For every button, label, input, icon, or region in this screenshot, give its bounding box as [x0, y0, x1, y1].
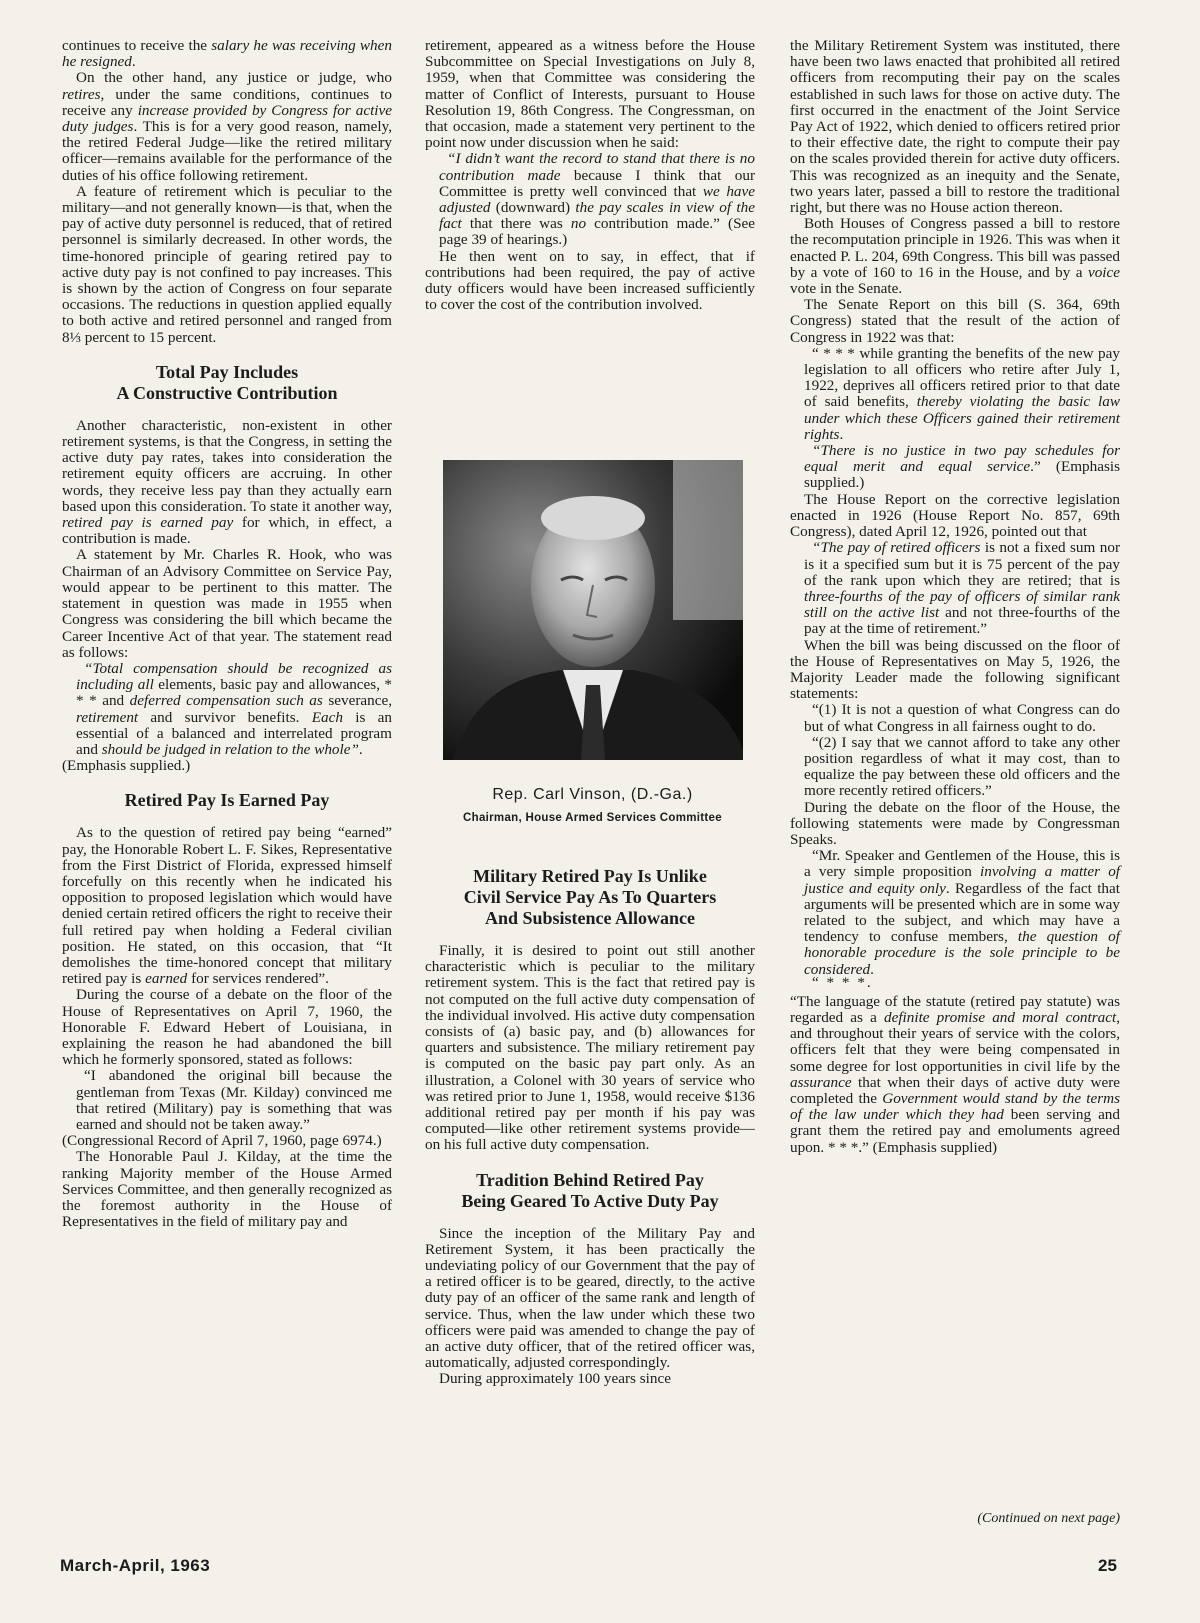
paragraph: Finally, it is desired to point out still another characteristic which is peculiar to the military retirement system. This is the fact that retired pay is not computed on the full active duty compensation of the individual involved. His active duty compensation consists of (a) basic pay, and (b) allowances for quarters and subsistence. The miliary retirement pay is computed on the basic pay part only. As an illustration, a Colonel with 30 years of service who was retired prior to June 1, 1958, would receive $136 additional retired pay per month if his pay was computed—like other retirement systems provide—on his full active duty compensation.: [425, 942, 755, 1154]
citation: (Emphasis supplied.): [62, 757, 191, 775]
section-heading: Total Pay Includes A Constructive Contribution: [116, 361, 338, 403]
caption-name: Rep. Carl Vinson, (D.-Ga.): [492, 786, 693, 803]
block-quote: “The language of the statute (retired pay statute) was regarded as a definite promise and moral contract, and throughout their years of service with the colors, officers felt that they were being compensated in some degree for lost opportunities in civil life by the assurance that when their days of active duty were completed the Government would stand by the terms of the law under which they had been serving and grant them the retired pay and emoluments agreed upon. * * *.” (Emphasis supplied): [790, 992, 1121, 1156]
paragraph: On the other hand, any justice or judge, who retires, under the same conditions, continues to receive any increase provided by Congress for active duty judges. This is for a very good reason, namely, the retired Federal Judge—like the retired military officer—remains available for the performance of the duties of his office following retirement.: [62, 69, 392, 184]
issue-date: March-April, 1963: [60, 1556, 211, 1575]
paragraph: The House Report on the corrective legislation enacted in 1926 (House Report No. 857, 69th Congress), dated April 12, 1926, pointed out that: [790, 490, 1120, 541]
column-3: [790, 38, 1120, 1156]
caption-title: Chairman, House Armed Services Committee: [463, 812, 722, 824]
paragraph: During the debate on the floor of the House, the following statements were made by Congressman Speaks.: [790, 798, 1120, 848]
photo-caption: [420, 786, 765, 824]
paragraph: Since the inception of the Military Pay and Retirement System, it has been practically the undeviating policy of our Government that the pay of a retired officer is to be geared, directly, to the active duty pay of an officer of the same rank and length of service. Thus, when the law under which these two officers were paid was amended to change the pay of an active duty officer, that of the retired officer was, automatically, adjusted correspondingly.: [425, 1224, 755, 1372]
column-2-lower: [425, 866, 755, 1388]
column-2: [425, 38, 755, 313]
paragraph: When the bill was being discussed on the floor of the House of Representatives on May 5, 1926, the Majority Leader made the following significant statements:: [790, 636, 1120, 703]
paragraph: retirement, appeared as a witness before the House Subcommittee on Special Investigations on July 8, 1959, when that Committee was considering the matter of Conflict of Interests, pursuant to House Resolution 19, 86th Congress. The Congressman, on that occasion, made a statement very pertinent to the point now under discussion when he said:: [425, 37, 755, 152]
paragraph: The Senate Report on this bill (S. 364, 69th Congress) stated that the result of the action of Congress in 1922 was that:: [790, 296, 1120, 346]
block-quote: “There is no justice in two pay schedules for equal merit and equal service.” (Emphasis supplied.): [804, 442, 1120, 492]
paragraph: He then went on to say, in effect, that if contributions had been required, the pay of active duty officers would have been increased sufficiently to cover the cost of the contribution involved.: [425, 247, 755, 314]
section-heading: Tradition Behind Retired Pay Being Geared To Active Duty Pay: [461, 1169, 719, 1211]
block-quote: “Mr. Speaker and Gentlemen of the House, this is a very simple proposition involving a matter of justice and equity only. Regardless of the fact that arguments will be presented which are in some way related to the subject, and which may have a tendency to confuse members, the question of honorable procedure is the sole principle to be considered.: [804, 847, 1121, 978]
paragraph: Both Houses of Congress passed a bill to restore the recomputation principle in 1926. This was when it enacted P. L. 204, 69th Congress. This bill was passed by a vote of 160 to 16 in the House, and by a voice vote in the Senate.: [790, 215, 1120, 298]
paragraph: A statement by Mr. Charles R. Hook, who was Chairman of an Advisory Committee on Service Pay, would appear to be pertinent to this matter. The statement in question was made in 1955 when Congress was considering the bill which became the Career Incentive Act of that year. The statement read as follows:: [62, 546, 392, 661]
paragraph: A feature of retirement which is peculiar to the military—and not generally known—is that, when the pay of active duty personnel is reduced, that of retired personnel is similarly decreased. In other words, the time-honored principle of gearing retired pay to active duty pay is not confined to pay increases. This is shown by the action of Congress on four separate occasions. The reductions in question applied equally to both active and retired personnel and ranged from 8⅓ percent to 15 percent.: [62, 182, 392, 346]
ellipsis-marker: “ * * *.: [812, 973, 873, 991]
block-quote: “The pay of retired officers is not a fixed sum nor is it a specified sum but it is 75 percent of the pay of the rank upon which they are retired; that is three-fourths of the pay of officers of similar rank still on the active list and not three-fourths of the pay at the time of retirement.”: [804, 539, 1120, 638]
portrait-photo: [443, 460, 743, 760]
section-heading: Retired Pay Is Earned Pay: [124, 790, 330, 811]
block-quote: “ * * * while granting the benefits of the new pay legislation to all officers who retire after July 1, 1922, deprives all officers retired prior to that date of said benefits, thereby violating the basic law under which these Officers gained their retirement rights.: [804, 344, 1120, 443]
paragraph: The Honorable Paul J. Kilday, at the time the ranking Majority member of the House Armed Services Committee, and then generally recognized as the foremost authority in the House of Representatives in the field of military pay and: [62, 1148, 392, 1231]
continued-note: (Continued on next page): [977, 1511, 1120, 1526]
column-1: [62, 38, 392, 1230]
paragraph: As to the question of retired pay being “earned” pay, the Honorable Robert L. F. Sikes, Representative from the First District of Florida, expressed himself forcefully on this recently when he indicated his opposition to proposed legislation which would have denied certain retired officers the right to receive their full retired pay when holding a Federal civilian position. He stated, on this occasion, that “It demolishes the time-honored concept that military retired pay is earned for services rendered”.: [62, 824, 392, 988]
block-quote: “I abandoned the original bill because the gentleman from Texas (Mr. Kilday) convinced me that retired (Military) pay is something that was earned and should not be taken away.”: [76, 1067, 392, 1133]
section-heading: Military Retired Pay Is Unlike Civil Service Pay As To Quarters And Subsistence Allowance: [463, 866, 717, 928]
block-quote: “(1) It is not a question of what Congress can do but of what Congress in all fairness ought to do.: [804, 701, 1120, 735]
block-quote: “(2) I say that we cannot afford to take any other position regardless of what it may cost, than to equalize the pay between these old officers and the more recently retired officers.”: [804, 733, 1120, 800]
portrait-image: [443, 460, 743, 760]
block-quote: “Total compensation should be recognized as including all elements, basic pay and allowances, * * * and deferred compensation such as severance, retirement and survivor benefits. Each is an essential of a balanced and interrelated program and should be judged in relation to the whole”.: [76, 659, 393, 758]
page-number: 25: [1098, 1556, 1117, 1575]
paragraph: continues to receive the salary he was receiving when he resigned.: [62, 37, 392, 71]
paragraph: During the course of a debate on the floor of the House of Representatives on April 7, 1960, the Honorable F. Edward Hebert of Louisiana, in explaining the reason he had abandoned the bill which he formerly sponsored, stated as follows:: [62, 986, 392, 1069]
citation: (Congressional Record of April 7, 1960, page 6974.): [62, 1132, 382, 1150]
block-quote: “I didn’t want the record to stand that there is no contribution made because I think that our Committee is pretty well convinced that we have adjusted (downward) the pay scales in view of the fact that there was no contribution made.” (See page 39 of hearings.): [439, 150, 755, 249]
paragraph: During approximately 100 years since: [439, 1370, 671, 1388]
paragraph: Another characteristic, non-existent in other retirement systems, is that the Congress, in setting the active duty pay rates, takes into consideration the retirement equity officers are accruing. In other words, they receive less pay than they actually earn based upon this consideration. To state it another way, retired pay is earned pay for which, in effect, a contribution is made.: [62, 416, 392, 548]
paragraph: the Military Retirement System was instituted, there have been two laws enacted that prohibited all retired officers from recomputing their pay on the scales established in such laws for those on active duty. The first occurred in the enactment of the Joint Service Pay Act of 1922, which denied to officers retired prior to their effective date, the right to compute their pay on the scales provided therein for active duty officers. This was recognized as an inequity and the Senate, two years later, passed a bill to restore the traditional right, but there was no House action thereon.: [790, 37, 1120, 217]
